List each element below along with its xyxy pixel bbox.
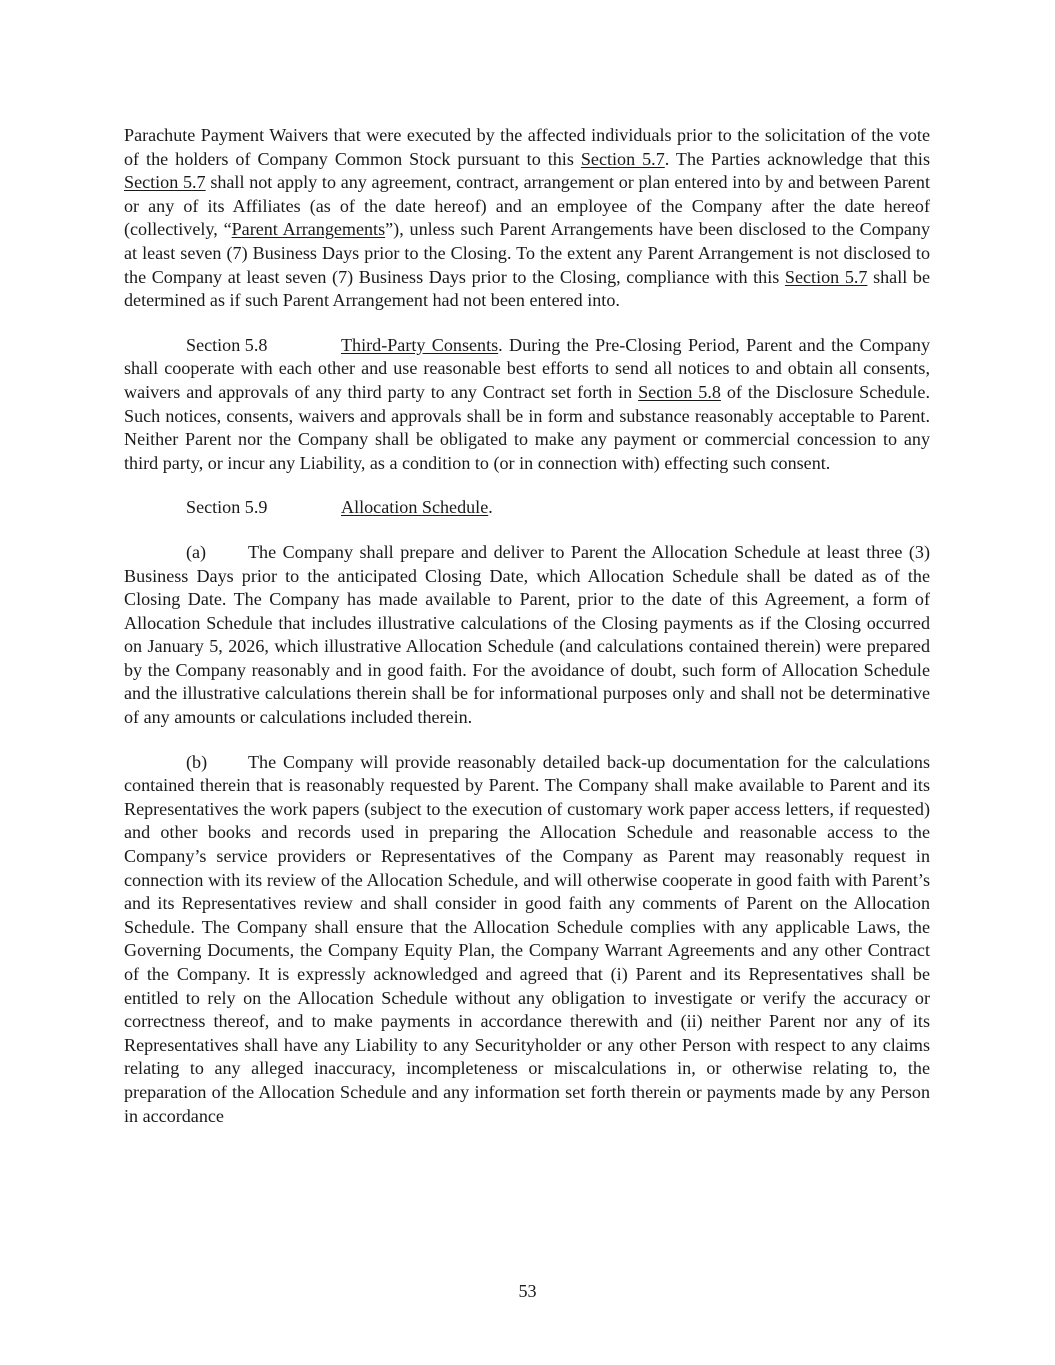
text-run: . The Parties acknowledge that this [664,148,930,169]
document-page [124,124,930,1149]
page-number: 53 [518,1281,537,1301]
text-run: . [488,497,493,518]
paragraph-section-5-7-continued [124,124,930,313]
subparagraph-label: (a) [186,541,207,562]
section-heading: Allocation Schedule [341,497,489,518]
text-run: of the Disclosure Schedule. Such notices, consents, waivers and approvals shall be in form and substance reasonably acceptable to Parent. Neither Parent nor the Company shall be obligated to make any payment or commercial concession to any third party, or incur any Liability, as a condition to (or in connection with) effecting such consent. [124,381,930,473]
section-number: Section 5.9 [186,497,268,518]
text-run: shall be determined as if such Parent Arrangement had not been entered into. [124,266,930,311]
defined-term-parent-arrangements: Parent Arrangements [231,219,386,240]
subparagraph-text: The Company shall prepare and deliver to Parent the Allocation Schedule at least three (3) Business Days prior to the anticipated Closing Date, which Allocation Schedule shall be dated as of the Closing Date. The Company has made available to Parent, prior to the date of this Agreement, a form of Allocation Schedule that includes illustrative calculations of the Closing payments as if the Closing occurred on January 5, 2026, which illustrative Allocation Schedule (and calculations contained therein) were prepared by the Company reasonably and in good faith. For the avoidance of doubt, such form of Allocation Schedule and the illustrative calculations therein shall be for informational purposes only and shall not be determinative of any amounts or calculations included therein. [124,541,930,728]
text-run: Parachute Payment Waivers that were executed by the affected individuals prior to the solicitation of the vote of the holders of Company Common Stock pursuant to this [124,125,930,169]
cross-reference-section-5-8: Section 5.8 [638,381,721,402]
section-heading: Third-Party Consents [341,334,499,355]
subparagraph-text: The Company will provide reasonably detailed back-up documentation for the calculations contained therein that is reasonably requested by Parent. The Company shall make available to Parent and its Representatives the work papers (subject to the execution of customary work paper access letters, if requested) and other books and records used in preparing the Allocation Schedule and reasonable access to the Company’s service providers or Representatives of the Company as Parent may reasonably request in connection with its review of the Allocation Schedule, and will otherwise cooperate in good faith with Parent’s and its Representatives review and shall consider in good faith any comments of Parent on the Allocation Schedule. The Company shall ensure that the Allocation Schedule complies with any applicable Laws, the Governing Documents, the Company Equity Plan, the Company Warrant Agreements and any other Contract of the Company. It is expressly acknowledged and agreed that (i) Parent and its Representatives shall be entitled to rely on the Allocation Schedule without any obligation to investigate or verify the accuracy or correctness thereof, and to make payments in accordance therewith and (ii) neither Parent nor any of its Representatives shall have any Liability to any Securityholder or any other Person with respect to any claims relating to any alleged inaccuracy, incompleteness or miscalculations in, or otherwise relating to, the preparation of the Allocation Schedule and any information set forth therein or payments made by any Person in accordance [124,751,930,1126]
subparagraph-b [124,751,930,1129]
subparagraph-a [124,541,930,730]
subparagraph-label: (b) [186,751,208,772]
text-run: . During the Pre-Closing Period, Parent and the Company shall cooperate with each other and use reasonable best efforts to send all notices to and obtain all consents, waivers and approvals of any third party to any Contract set forth in [124,334,930,402]
cross-reference-section-5-7: Section 5.7 [124,172,206,193]
cross-reference-section-5-7: Section 5.7 [784,266,868,287]
text-run: shall not apply to any agreement, contract, arrangement or plan entered into by and between Parent or any of its Affiliates (as of the date hereof) and an employee of the Company after the date hereof (collectively, “ [124,172,930,240]
cross-reference-section-5-7: Section 5.7 [580,148,665,169]
paragraph-section-5-9-heading [124,496,930,520]
text-run: ”), unless such Parent Arrangements have been disclosed to the Company at least seven (7) Business Days prior to the Closing. To the extent any Parent Arrangement is not disclosed to the Company at least seven (7) Business Days prior to the Closing, compliance with this [124,219,931,287]
paragraph-section-5-8 [124,334,930,476]
section-number: Section 5.8 [186,334,268,355]
